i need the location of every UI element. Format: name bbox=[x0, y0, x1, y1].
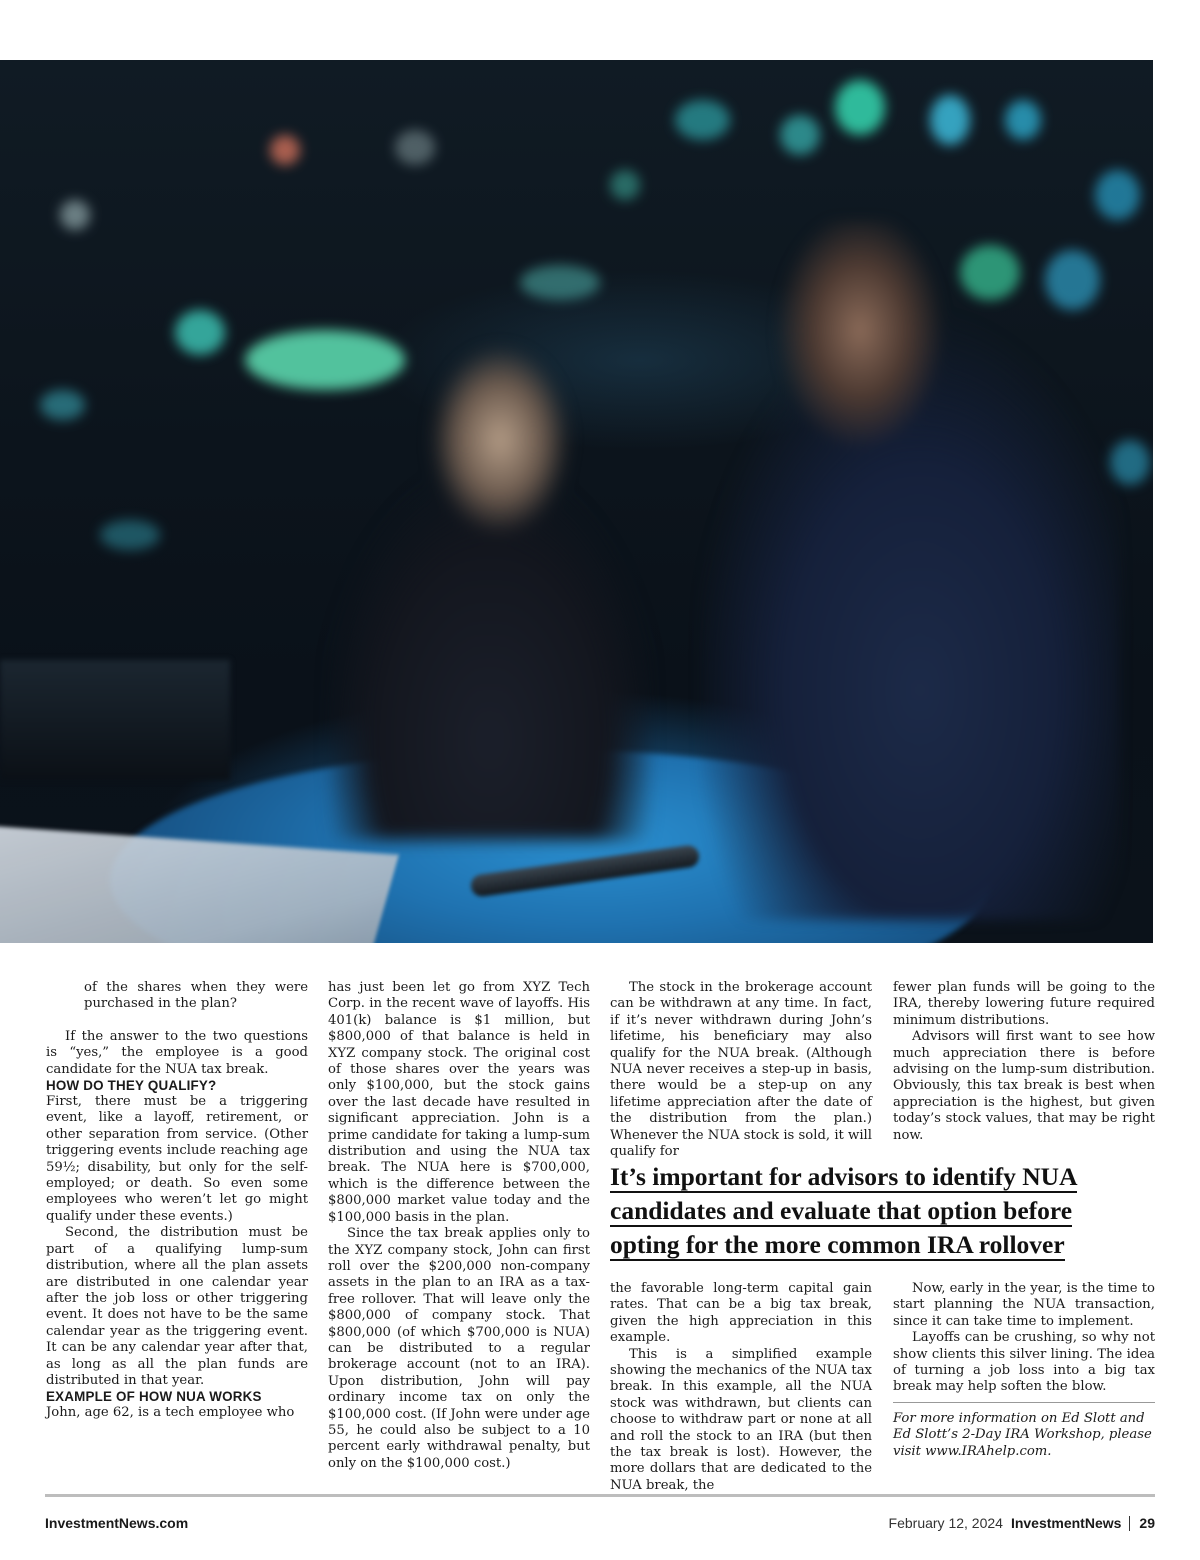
question-continued: of the shares when they were purchased in the plan? bbox=[84, 980, 308, 1012]
paragraph: fewer plan funds will be going to the IRA, thereby lowering future required minimum distributions. bbox=[893, 980, 1155, 1028]
bokeh-light bbox=[40, 390, 85, 420]
person-woman bbox=[330, 320, 650, 840]
paragraph: Second, the distribution must be part of a qualifying lump-sum distribution, where all the plan assets are distributed in one calendar year after the job loss or other triggering event. It does not have to be the same calendar year as the triggering event. It can be any calendar year after that, as long as all the plan funds are distributed in that year. bbox=[46, 1225, 308, 1388]
hero-photo bbox=[0, 60, 1153, 943]
page-number: 29 bbox=[1139, 1515, 1155, 1531]
bokeh-light bbox=[270, 135, 300, 165]
paragraph: Layoffs can be crushing, so why not show clients this silver lining. The idea of turning a job loss into a big tax break may help soften the blow. bbox=[893, 1330, 1155, 1395]
paragraph: Now, early in the year, is the time to start planning the NUA transaction, since it can take time to implement. bbox=[893, 1281, 1155, 1329]
pull-quote-line: It’s important for advisors to identify NUA bbox=[610, 1162, 1078, 1191]
bokeh-light bbox=[395, 130, 435, 165]
article-column-1 bbox=[46, 980, 308, 1422]
bokeh-light bbox=[1095, 170, 1140, 220]
paragraph: has just been let go from XYZ Tech Corp. in the recent wave of layoffs. His 401(k) balance is $1 million, but $800,000 of that balance is held in XYZ company stock. The original cost of those shares over the years was only $100,000, but the stock gains over the last decade have resulted in significant appreciation. John is a prime candidate for taking a lump-sum distribution and using the NUA tax break. The NUA here is $700,000, which is the difference between the $800,000 market value today and the $100,000 basis in the plan. bbox=[328, 980, 590, 1225]
article-column-4-bottom bbox=[893, 1281, 1155, 1460]
footer-rule bbox=[45, 1494, 1155, 1497]
bokeh-light bbox=[780, 115, 820, 155]
paragraph: Since the tax break applies only to the XYZ company stock, John can first roll over the $200,000 non-company assets in the plan to an IRA as a tax-free rollover. That will leave only the $800,000 of company stock. That $800,000 (of which $700,000 is NUA) can be distributed to a regular brokerage account (not to an IRA). Upon distribution, John will pay ordinary income tax on only the $100,000 cost. (If John were under age 55, he could also be subject to a 10 percent early withdrawal penalty, but only on the $100,000 cost.) bbox=[328, 1226, 590, 1471]
divider bbox=[893, 1402, 1155, 1403]
article-column-2 bbox=[328, 980, 590, 1472]
paragraph: Advisors will first want to see how much appreciation there is before advising on the lump-sum distribution. Obviously, this tax break is best when appreciation is the highest, but given today’s stock values, that may be right now. bbox=[893, 1029, 1155, 1143]
bokeh-light bbox=[100, 520, 160, 550]
folio bbox=[889, 1515, 1155, 1531]
bokeh-light bbox=[60, 200, 90, 230]
publication-name: InvestmentNews bbox=[1010, 1515, 1122, 1531]
paragraph: This is a simplified example showing the mechanics of the NUA tax break. In this example, all the NUA stock was withdrawn, but clients can choose to withdraw part or none at all and roll the stock to an IRA (but then the tax break is lost). However, the more dollars that are dedicated to the NUA break, the bbox=[610, 1346, 872, 1493]
bokeh-light bbox=[930, 95, 970, 145]
bokeh-light bbox=[610, 170, 640, 200]
bokeh-light bbox=[835, 80, 885, 135]
monitor bbox=[0, 660, 230, 780]
bokeh-light bbox=[520, 265, 600, 300]
issue-date: February 12, 2024 bbox=[888, 1515, 1003, 1531]
author-note: For more information on Ed Slott and Ed Slott’s 2-Day IRA Workshop, please visit www.IRAhelp.com. bbox=[893, 1410, 1152, 1459]
pull-quote-line: opting for the more common IRA rollover bbox=[610, 1230, 1065, 1259]
article-column-3-top bbox=[610, 980, 872, 1160]
article-column-3-bottom bbox=[610, 1281, 872, 1494]
bokeh-light bbox=[175, 310, 225, 355]
subheading-example: EXAMPLE OF HOW NUA WORKS bbox=[46, 1389, 262, 1405]
bokeh-light bbox=[1005, 100, 1041, 140]
person-man bbox=[700, 220, 1120, 920]
bokeh-light bbox=[675, 100, 730, 140]
paragraph: First, there must be a triggering event, like a layoff, retirement, or other separation from service. (Other triggering events include reaching age 59½; disability, but only for the self-employed; or death. So even some employees who weren’t let go might qualify under these events.) bbox=[46, 1094, 308, 1224]
article-column-4-top bbox=[893, 980, 1155, 1144]
paragraph: The stock in the brokerage account can be withdrawn at any time. In fact, if it’s never withdrawn during John’s lifetime, his beneficiary may also qualify for the NUA break. (Although NUA never receives a step-up in basis, there would be a step-up on any lifetime appreciation after the date of the distribution from the plan.) Whenever the NUA stock is sold, it will qualify for bbox=[610, 980, 872, 1160]
paragraph: If the answer to the two questions is “yes,” the employee is a good candidate for the NUA tax break. bbox=[46, 1028, 308, 1077]
subheading-qualify: HOW DO THEY QUALIFY? bbox=[46, 1078, 217, 1094]
paragraph: John, age 62, is a tech employee who bbox=[46, 1405, 295, 1421]
folio-separator bbox=[1129, 1516, 1130, 1531]
pull-quote bbox=[610, 1160, 1155, 1262]
pull-quote-line: candidates and evaluate that option before bbox=[610, 1196, 1073, 1225]
footer-site: InvestmentNews.com bbox=[45, 1515, 189, 1531]
paragraph: the favorable long-term capital gain rates. That can be a big tax break, given the high appreciation in this example. bbox=[610, 1281, 872, 1346]
